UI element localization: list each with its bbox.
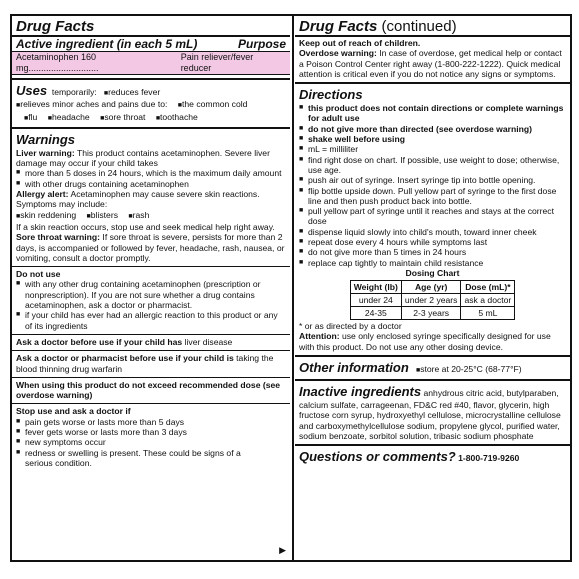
uses-item-sore-throat: ■ sore throat [100, 112, 145, 124]
chart-header: Weight (lb) [350, 280, 401, 293]
left-column [12, 16, 290, 560]
active-ingredient-heading: Active ingredient (in each 5 mL) [16, 37, 198, 51]
inactive-ingredients-title: Inactive ingredients [299, 384, 422, 400]
questions-phone: 1-800-719-9260 [455, 453, 520, 464]
warnings-title: Warnings [16, 131, 75, 147]
liver-item: ■ with other drugs containing acetaminophen [16, 179, 286, 189]
dosing-chart-table [350, 280, 516, 320]
when-using-section [12, 378, 290, 405]
drug-facts-label [10, 14, 572, 562]
chart-header: Dose (mL)* [461, 280, 515, 293]
chart-cell: 24-35 [350, 306, 401, 319]
other-information-title: Other information [299, 359, 409, 375]
liver-warning-text: This product contains acetaminophen. Severe liver damage may occur if your child takes [16, 147, 270, 169]
overdose-text: In case of overdose, get medical help or contact a Poison Control Center right away (1-800-222-1222). Quick medical attention is critical even if you do not notice any signs or symptoms. [299, 48, 562, 79]
stop-use-item: ■ redness or swelling is present. These could be signs of a serious condition. [16, 448, 286, 469]
chart-cell: under 24 [350, 293, 401, 306]
uses-item-headache: ■ headache [48, 112, 90, 124]
chart-cell: under 2 years [401, 293, 461, 306]
uses-item-flu: ■ flu [24, 112, 37, 124]
directions-item: ■ mL = milliliter [299, 144, 566, 154]
continued-header-section [295, 16, 570, 84]
chart-cell: 2-3 years [401, 306, 461, 319]
allergy-item: ■ blisters [87, 210, 118, 222]
stop-use-item: ■ fever gets worse or lasts more than 3 days [16, 427, 286, 437]
stop-use-item: ■ new symptoms occur [16, 437, 286, 447]
warnings-section [12, 129, 290, 267]
ask-pharmacist-label: Ask a doctor or pharmacist before use if your child is [16, 353, 234, 364]
directions-item: ■ pull yellow part of syringe until it reaches and stays at the correct dose [299, 206, 566, 227]
allergy-after: If a skin reaction occurs, stop use and seek medical help right away. [16, 221, 275, 232]
uses-item-fever: ■ reduces fever [104, 87, 160, 99]
continue-arrow-icon: ▶ [279, 545, 286, 555]
other-information-text: ■ store at 20-25°C (68-77°F) [416, 364, 522, 376]
directions-item: ■ flip bottle upside down. Pull yellow part of syringe to the first dose line and then push product back into bottle. [299, 186, 566, 207]
table-row [350, 306, 515, 319]
chart-cell: ask a doctor [461, 293, 515, 306]
directions-item: ■ dispense liquid slowly into child's mouth, toward inner cheek [299, 227, 566, 237]
attention-label: Attention: [299, 331, 340, 342]
liver-item: ■ more than 5 doses in 24 hours, which is the maximum daily amount [16, 168, 286, 178]
dosing-chart-title: Dosing Chart [405, 267, 460, 278]
stop-use-item: ■ pain gets worse or lasts more than 5 days [16, 417, 286, 427]
questions-section [295, 446, 570, 468]
do-not-use-title: Do not use [16, 269, 61, 280]
active-ingredient-row [12, 51, 290, 75]
directions-item-bold: ■ do not give more than directed (see overdose warning) [299, 124, 566, 134]
uses-intro: temporarily: [51, 87, 97, 97]
column-divider [292, 16, 294, 560]
directions-item: ■ do not give more than 5 times in 24 hours [299, 247, 566, 257]
active-ingredient-text: Acetaminophen 160 mg............................ [16, 52, 99, 73]
uses-item-cold: ■ the common cold [178, 99, 248, 111]
drug-facts-title: Drug Facts [16, 18, 95, 35]
allergy-item: ■ rash [128, 210, 149, 222]
stop-use-section [12, 404, 290, 471]
directions-item: ■ find right dose on chart. If possible, use weight to dose; otherwise, use age. [299, 155, 566, 176]
ask-doctor-label: Ask a doctor before use if your child has [16, 336, 183, 347]
directions-item: ■ repeat dose every 4 hours while symptoms last [299, 237, 566, 247]
directions-item-bold: ■ this product does not contain directions or complete warnings for adult use [299, 103, 566, 124]
other-information-section [295, 357, 570, 381]
questions-title: Questions or comments? [299, 449, 456, 465]
ask-doctor-text: liver disease [182, 336, 233, 347]
directions-title: Directions [299, 87, 363, 103]
chart-note: * or as directed by a doctor [299, 320, 402, 331]
liver-warning-label: Liver warning: [16, 147, 75, 158]
drug-facts-continued-title [299, 18, 566, 35]
directions-item: ■ replace cap tightly to maintain child resistance [299, 258, 566, 268]
ask-doctor-section [12, 335, 290, 351]
uses-item-toothache: ■ toothache [156, 112, 198, 124]
keep-out-text: Keep out of reach of children. [299, 38, 421, 48]
uses-item-aches: ■ relieves minor aches and pains due to: [16, 99, 167, 111]
allergy-alert-text: Acetaminophen may cause severe skin reactions. Symptoms may include: [16, 189, 260, 210]
when-using-text: When using this product do not exceed recommended dose (see overdose warning) [16, 379, 281, 401]
stop-use-title: Stop use and ask a doctor if [16, 406, 131, 417]
ask-pharmacist-section [12, 351, 290, 378]
right-column [295, 16, 570, 560]
inactive-ingredients-text: anhydrous citric acid, butylparaben, calcium sulfate, carrageenan, FD&C red #40, flavor, glycerin, high fructose corn syrup, hydroxyethyl cellulose, microcrystalline cellulose and carboxymethylcellulose sodium, propylene glycol, purified water, sodium benzoate, sorbitol solution, tribasic sodium phosphate [299, 388, 561, 442]
directions-section [295, 84, 570, 357]
do-not-use-item: ■ with any other drug containing acetaminophen (prescription or nonprescription). If you are not sure whether a drug contains acetaminophen, ask a doctor or pharmacist. [16, 279, 286, 310]
attention-text: use only enclosed syringe specifically designed for use with this product. Do not use any other dosing device. [299, 331, 551, 352]
purpose-text: Pain reliever/fever reducer [180, 52, 254, 73]
active-ingredient-section [12, 16, 290, 80]
directions-item-bold: ■ shake well before using [299, 134, 566, 144]
chart-cell: 5 mL [461, 306, 515, 319]
do-not-use-item: ■ if your child has ever had an allergic reaction to this product or any of its ingredients [16, 310, 286, 331]
directions-item: ■ push air out of syringe. Insert syringe tip into bottle opening. [299, 175, 566, 185]
allergy-item: ■ skin reddening [16, 210, 76, 222]
allergy-alert-label: Allergy alert: [16, 189, 69, 200]
sore-throat-text: If sore throat is severe, persists for more than 2 days, is accompanied or followed by fever, headache, rash, nausea, or vomiting, consult a doctor promptly. [16, 232, 285, 263]
purpose-heading: Purpose [237, 37, 286, 51]
table-row [350, 293, 515, 306]
chart-header: Age (yr) [401, 280, 461, 293]
sore-throat-label: Sore throat warning: [16, 232, 101, 243]
drug-facts-title-right: Drug Facts [299, 18, 378, 35]
inactive-ingredients-section [295, 381, 570, 446]
ask-pharmacist-text: taking the blood thinning drug warfarin [16, 353, 274, 374]
uses-section [12, 80, 290, 129]
do-not-use-section [12, 267, 290, 335]
overdose-label: Overdose warning: [299, 48, 377, 59]
continued-label: (continued) [377, 18, 457, 35]
uses-title: Uses [16, 83, 48, 98]
